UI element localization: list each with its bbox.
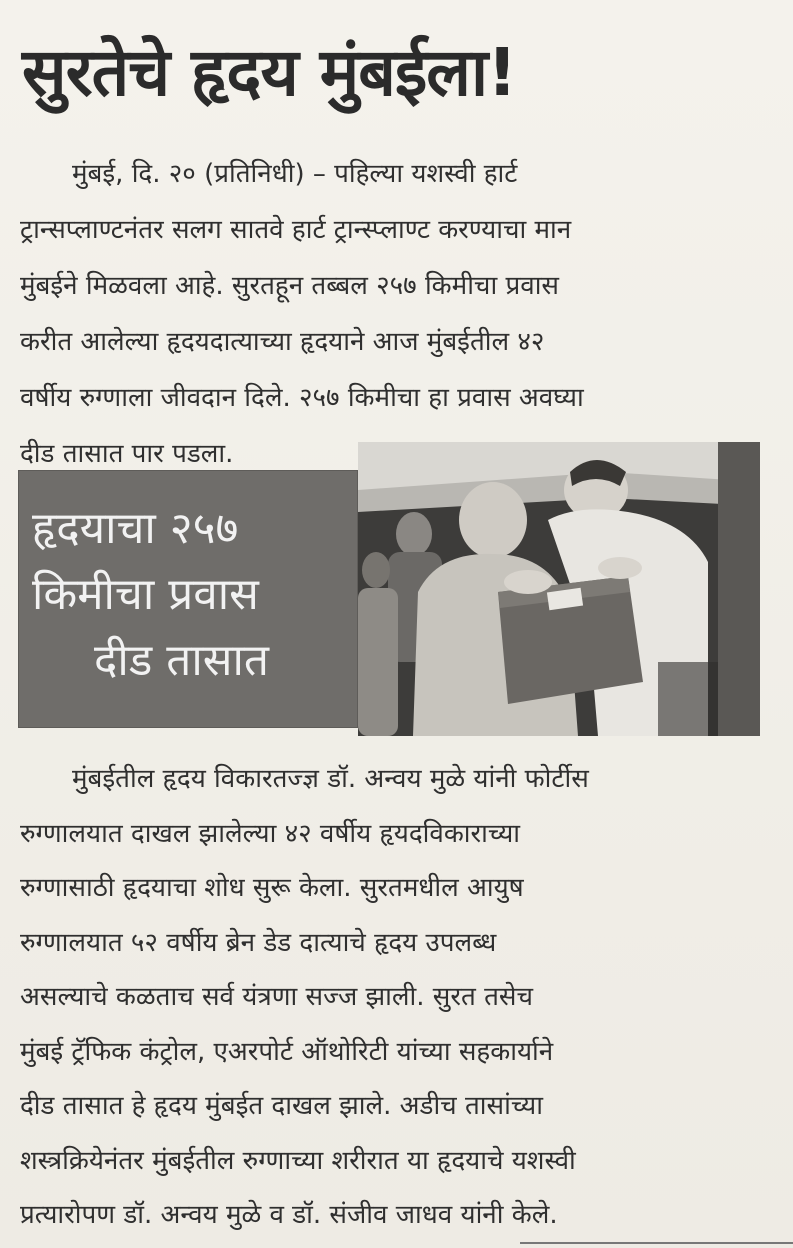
news-photo	[358, 442, 760, 736]
lead-line: वर्षीय रुग्णाला जीवदान दिले. २५७ किमीचा हा प्रवास अवघ्या	[20, 383, 584, 413]
callout-line-1: हृदयाचा २५७	[32, 503, 239, 554]
body-line: दीड तासात हे हृदय मुंबईत दाखल झाले. अडीच तासांच्या	[20, 1091, 543, 1121]
body-line: मुंबईतील हृदय विकारतज्ज्ञ डॉ. अन्वय मुळे यांनी फोर्टीस	[72, 764, 589, 794]
callout-line-3: दीड तासात	[94, 635, 269, 686]
callout-box	[18, 470, 358, 728]
column-divider	[520, 1242, 793, 1244]
lead-paragraph	[20, 146, 772, 482]
body-line: रुग्णालयात ५२ वर्षीय ब्रेन डेड दात्याचे हृदय उपलब्ध	[20, 927, 497, 958]
body-line: प्रत्यारोपण डॉ. अन्वय मुळे व डॉ. संजीव जाधव यांनी केले.	[20, 1200, 558, 1230]
body-line: शस्त्रक्रियेनंतर मुंबईतील रुग्णाच्या शरीरात या हृदयाचे यशस्वी	[20, 1145, 576, 1176]
body-line: रुग्णालयात दाखल झालेल्या ४२ वर्षीय हृयदविकाराच्या	[20, 818, 521, 849]
photo-illustration	[358, 442, 760, 736]
body-line: असल्याचे कळताच सर्व यंत्रणा सज्ज झाली. सुरत तसेच	[20, 982, 533, 1012]
callout-line-2: किमीचा प्रवास	[32, 569, 259, 620]
lead-line: मुंबई, दि. २० (प्रतिनिधी) – पहिल्या यशस्वी हार्ट	[72, 159, 518, 189]
body-paragraph	[20, 752, 772, 1243]
headline: सुरतेचे हृदय मुंबईला!	[22, 34, 517, 111]
lead-line: दीड तासात पार पडला.	[20, 439, 234, 469]
body-line: रुग्णासाठी हृदयाचा शोध सुरू केला. सुरतमधील आयुष	[20, 873, 524, 903]
lead-line: मुंबईने मिळवला आहे. सुरतहून तब्बल २५७ किमीचा प्रवास	[20, 271, 560, 301]
lead-line: करीत आलेल्या हृदयदात्याच्या हृदयाने आज मुंबईतील ४२	[20, 327, 545, 357]
lead-line: ट्रान्सप्लाण्टनंतर सलग सातवे हार्ट ट्रान्स्प्लाण्ट करण्याचा मान	[20, 215, 572, 245]
body-line: मुंबई ट्रॅफिक कंट्रोल, एअरपोर्ट ऑथोरिटी यांच्या सहकार्याने	[20, 1036, 554, 1067]
